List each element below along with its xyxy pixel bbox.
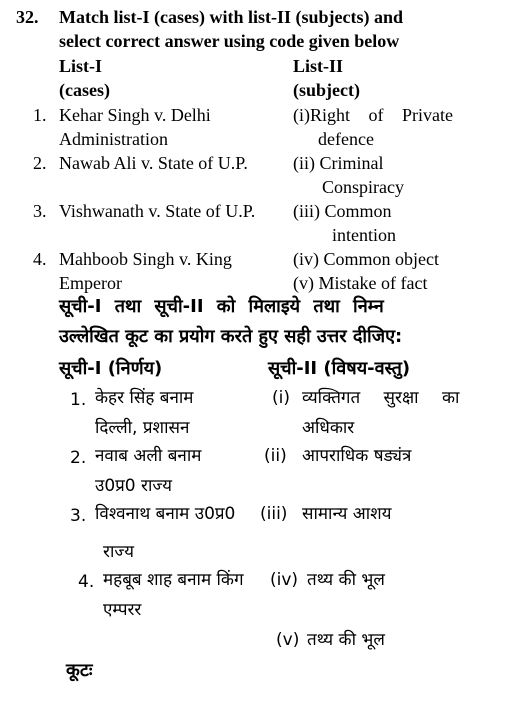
hindi-list1-title: सूची-I (निर्णय): [59, 358, 163, 379]
subject-text: (ii) Criminal: [293, 153, 384, 173]
case-number: 1.: [33, 105, 47, 125]
hindi-subject-text: तथ्य की भूल: [307, 630, 385, 650]
subject-text: (iv) Common object: [293, 249, 439, 269]
subject-text: (i)Right of Private: [293, 105, 453, 125]
list2-title: List-II: [293, 56, 344, 76]
subject-text: intention: [332, 225, 396, 245]
question-text-line2: select correct answer using code given below: [59, 31, 400, 51]
subject-text: defence: [318, 129, 374, 149]
hindi-case-text: राज्य: [103, 542, 134, 562]
hindi-subject-text: आपराधिक षड्यंत्र: [302, 446, 412, 466]
hindi-list2-title: सूची-II (विषय-वस्तु): [268, 358, 411, 379]
hindi-case-text: महबूब शाह बनाम किंग: [103, 570, 244, 590]
hindi-case-number: 3.: [70, 506, 87, 526]
case-text: Mahboob Singh v. King: [59, 249, 232, 269]
hindi-subject-number: (ii): [264, 446, 287, 466]
hindi-instruction-line2: उल्लेखित कूट का प्रयोग करते हुए सही उत्तर दीजिए:: [59, 326, 403, 347]
case-text: Vishwanath v. State of U.P.: [59, 201, 256, 221]
hindi-case-number: 2.: [70, 448, 87, 468]
code-label: कूटः: [66, 660, 93, 681]
case-text: Emperor: [59, 273, 122, 293]
hindi-subject-number: (i): [272, 388, 290, 408]
hindi-subject-number: (iii): [260, 504, 288, 524]
case-text: Kehar Singh v. Delhi: [59, 105, 211, 125]
hindi-case-text: एम्परर: [103, 600, 142, 620]
hindi-subject-text: सामान्य आशय: [302, 504, 392, 524]
case-number: 4.: [33, 249, 47, 269]
list2-subtitle: (subject): [293, 80, 360, 100]
case-text: Nawab Ali v. State of U.P.: [59, 153, 248, 173]
hindi-subject-text: अधिकार: [302, 418, 355, 438]
hindi-subject-text: तथ्य की भूल: [307, 570, 385, 590]
case-number: 3.: [33, 201, 47, 221]
subject-text: (iii) Common: [293, 201, 392, 221]
case-text: Administration: [59, 129, 168, 149]
case-number: 2.: [33, 153, 47, 173]
hindi-case-text: उ0प्र0 राज्य: [95, 476, 172, 496]
hindi-subject-number: (v): [276, 630, 300, 650]
hindi-case-text: विश्वनाथ बनाम उ0प्र0: [95, 504, 236, 524]
hindi-subject-number: (iv): [270, 570, 299, 590]
hindi-instruction-line1: सूची-I तथा सूची-II को मिलाइये तथा निम्न: [59, 296, 384, 317]
list1-title: List-I: [59, 56, 103, 76]
question-number: 32.: [16, 7, 39, 27]
question-text-line1: Match list-I (cases) with list-II (subjects) and: [59, 7, 403, 27]
hindi-case-number: 1.: [70, 390, 87, 410]
hindi-case-text: दिल्ली, प्रशासन: [95, 418, 190, 438]
hindi-subject-text: व्यक्तिगत सुरक्षा का: [302, 388, 460, 408]
list1-subtitle: (cases): [59, 80, 110, 100]
subject-text: (v) Mistake of fact: [293, 273, 428, 293]
hindi-case-text: केहर सिंह बनाम: [95, 388, 194, 408]
subject-text: Conspiracy: [322, 177, 404, 197]
hindi-case-text: नवाब अली बनाम: [95, 446, 202, 466]
hindi-case-number: 4.: [78, 572, 95, 592]
